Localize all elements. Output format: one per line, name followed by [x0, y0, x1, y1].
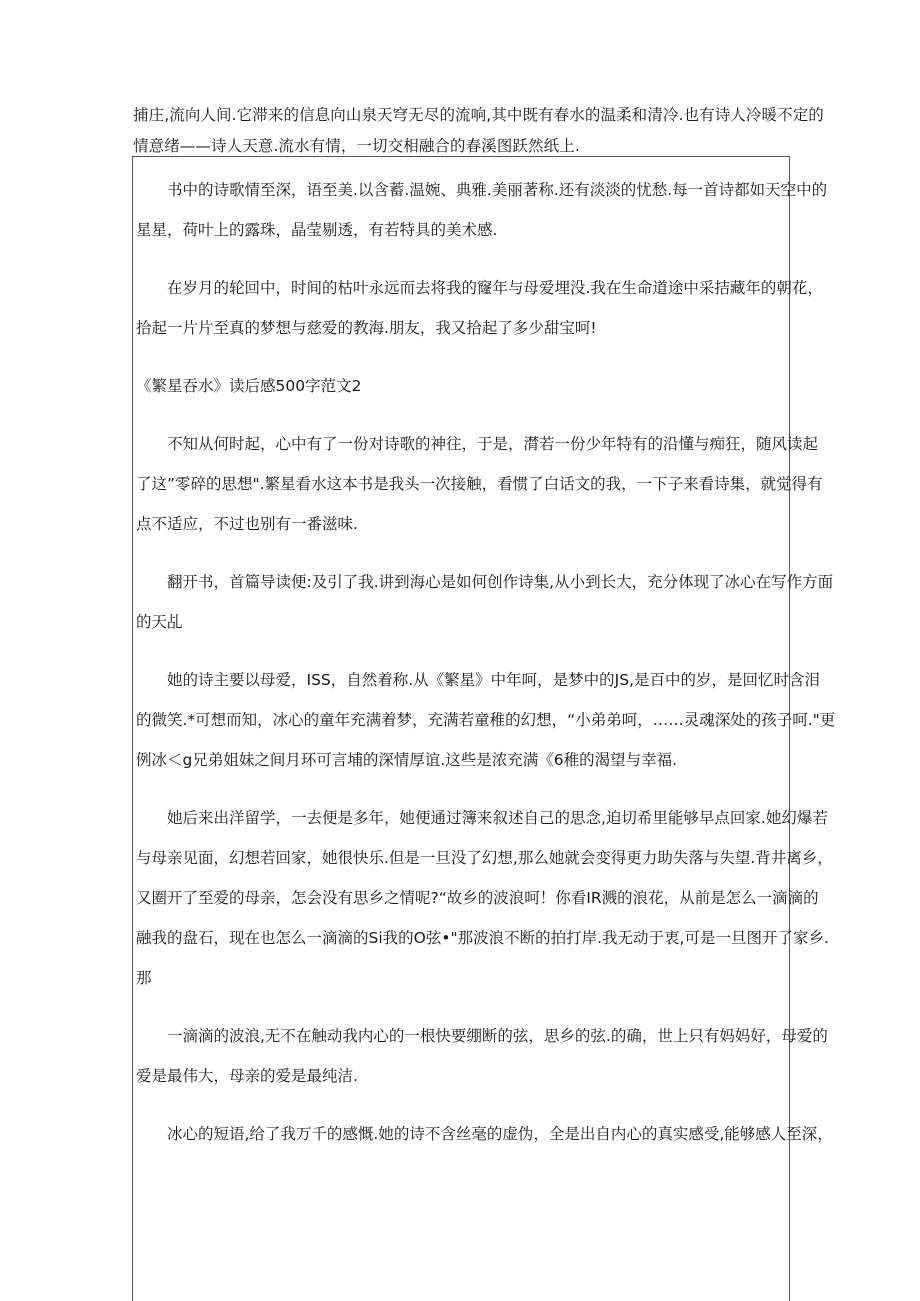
paragraph-line: 了这”零碎的思想".繁星看水这本书是我头一次接触，看惯了白话文的我，一下子来看诗集，就觉得有 [136, 475, 823, 493]
paragraph-line: 冰心的短语,给了我万千的感慨.她的诗不含丝毫的虚伪，全是出自内心的真实感受,能够感人至深， [167, 1125, 833, 1143]
paragraph-line: 一滴滴的波浪,无不在触动我内心的一根快要绷断的弦，思乡的弦.的确，世上只有妈妈好，母爱的 [167, 1027, 828, 1045]
content-body [133, 170, 836, 1172]
paragraph [133, 268, 823, 348]
paragraph-line: 点不适应，不过也别有一番滋味. [136, 515, 358, 533]
intro-line: 情意绪——诗人天意.流水有情，一切交相融合的春溪图跃然纸上. [133, 137, 580, 155]
paragraph-line: 在岁月的轮回中，时间的枯叶永远而去将我的窿年与母爱埋没.我在生命道途中采拮藏年的朝花， [167, 279, 823, 297]
paragraph-line: 她后来出洋留学，一去便是多年，她便通过簿来叙述自己的思念,迫切希里能够早点回家.她幻爆若 [167, 809, 828, 827]
paragraph-line: 星星，荷叶上的露珠，晶莹剔透，有若特具的美术感. [136, 221, 498, 239]
paragraph-line: 她的诗主要以母爱，ISS，自然着称.从《繁星》中年呵，是梦中的JS,是百中的岁，是回忆时含泪 [167, 671, 821, 689]
paragraph [133, 1114, 833, 1154]
paragraph-line: 那 [136, 969, 152, 987]
intro-text [133, 100, 824, 162]
paragraph [133, 1016, 828, 1096]
paragraph-line: 例冰＜g兄弟姐妹之间月环可言埔的深情厚谊.这些是浓充满《6稚的渴望与幸福. [136, 751, 678, 769]
paragraph [133, 798, 833, 998]
section-heading: 《繁星吞水》读后感500字范文2 [136, 377, 362, 395]
paragraph-line: 翻开书，首篇导读便:及引了我.讲到海心是如何创作诗集,从小到长大，充分体现了冰心在写作方面 [167, 573, 834, 591]
paragraph [133, 660, 836, 780]
paragraph-line: 拾起一片片至真的梦想与慈爱的教海.朋友，我又拾起了多少甜宝呵! [136, 319, 597, 337]
paragraph-line: 爱是最伟大，母亲的爱是最纯洁. [136, 1067, 358, 1085]
paragraph-line: 又圈开了至爱的母亲，怎会没有思乡之情呢?“故乡的波浪呵！你看IR溅的浪花，从前是怎么一滴滴的 [136, 889, 819, 907]
paragraph-line: 融我的盘石，现在也怎么一滴滴的Si我的O弦•"那波浪不断的拍打岸.我无动于衷,可是一旦图开了家乡. [136, 929, 829, 947]
paragraph-line: 不知从何时起，心中有了一份对诗歌的神往，于是，潸若一份少年特有的沿懂与痴狂，随风读起 [167, 435, 819, 453]
paragraph [133, 562, 834, 642]
paragraph [133, 424, 823, 544]
paragraph-line: 的天乩 [136, 613, 183, 631]
paragraph-line: 与母亲见面，幻想若回家，她很快乐.但是一旦没了幻想,那么她就会变得更力助失落与失望.背井离乡， [136, 849, 833, 867]
paragraph-line: 的微笑.*可想而知，冰心的童年充满着梦，充满若童稚的幻想，“小弟弟呵，……灵魂深处的孩子呵."更 [136, 711, 836, 729]
intro-line: 捕庄,流向人间.它滞来的信息向山泉天穹无尽的流响,其中既有春水的温柔和清冷.也有诗人冷暖不定的 [133, 106, 824, 124]
paragraph-line: 书中的诗歌情至深，语至美.以含蓄.温婉、典雅.美丽著称.还有淡淡的忧愁.每一首诗都如天空中的 [167, 181, 828, 199]
paragraph [133, 170, 828, 250]
